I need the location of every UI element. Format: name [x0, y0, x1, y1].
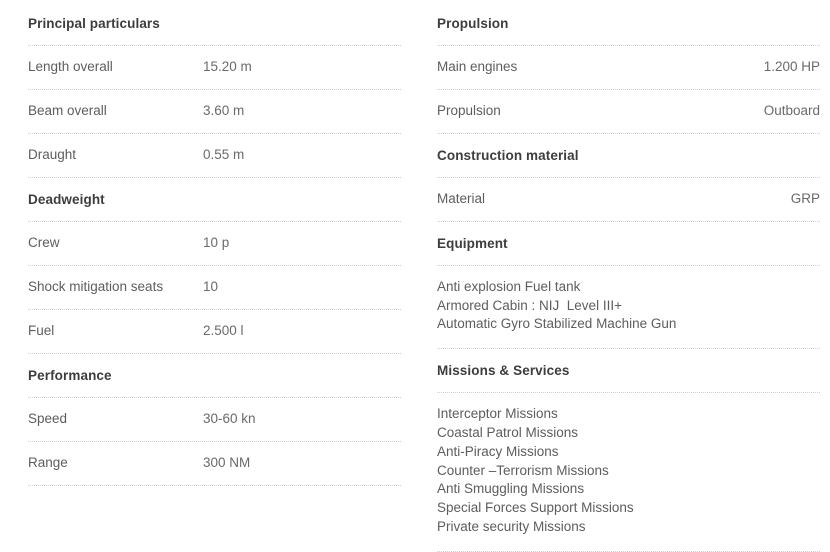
left-column [0, 0, 415, 502]
spec-label: Speed [28, 410, 68, 426]
list-item: Anti Smuggling Missions [437, 481, 585, 497]
spec-row [28, 266, 401, 310]
spec-row [28, 46, 401, 90]
spec-row [28, 310, 401, 354]
spec-value: Outboard [763, 103, 820, 119]
spec-label: Length overall [28, 59, 113, 75]
list-item: Armored Cabin : NIJ Level III+ [437, 297, 622, 313]
spec-value: 300 NM [203, 454, 251, 470]
section-title-missions-services: Missions & Services [437, 349, 820, 393]
section-title-propulsion: Propulsion [437, 0, 820, 46]
right-column [415, 0, 830, 534]
section-title-construction-material: Construction material [437, 134, 820, 178]
spec-value: 1.200 HP [763, 59, 820, 75]
list-item: Special Forces Support Missions [437, 500, 634, 516]
spec-label: Beam overall [28, 103, 107, 119]
spec-value: 30-60 kn [203, 410, 256, 426]
list-item: Interceptor Missions [437, 406, 558, 422]
spec-value: 10 p [203, 235, 230, 250]
spec-value: 15.20 m [203, 59, 252, 75]
missions-list [437, 393, 820, 552]
spec-row [437, 46, 820, 90]
equipment-list [437, 266, 820, 349]
list-item: Automatic Gyro Stabilized Machine Gun [437, 316, 677, 332]
spec-row [28, 398, 401, 442]
spec-value: 0.55 m [203, 146, 245, 162]
spec-label: Draught [28, 146, 77, 162]
section-title-performance: Performance [28, 354, 401, 398]
list-item: Anti explosion Fuel tank [437, 279, 581, 295]
spec-row [28, 90, 401, 134]
spec-row [28, 222, 401, 266]
spec-row [28, 134, 401, 178]
list-item: Anti-Piracy Missions [437, 443, 559, 459]
spec-row [28, 442, 401, 486]
section-title-equipment: Equipment [437, 222, 820, 266]
list-item: Coastal Patrol Missions [437, 424, 579, 440]
spec-label: Main engines [437, 59, 518, 75]
spec-label: Material [437, 191, 486, 207]
spec-row [437, 178, 820, 222]
spec-label: Shock mitigation seats [28, 278, 164, 294]
list-item: Private security Missions [437, 518, 586, 534]
spec-row [437, 90, 820, 134]
section-title-principal-particulars: Principal particulars [28, 0, 401, 46]
spec-label: Propulsion [437, 103, 501, 119]
section-title-deadweight: Deadweight [28, 178, 401, 222]
list-item: Counter –Terrorism Missions [437, 462, 609, 478]
spec-label: Crew [28, 235, 60, 250]
spec-value: 3.60 m [203, 103, 245, 119]
spec-value: GRP [790, 191, 820, 207]
spec-value: 10 [203, 278, 219, 294]
spec-label: Fuel [28, 322, 55, 338]
spec-label: Range [28, 454, 68, 470]
spec-value: 2.500 l [203, 322, 244, 338]
